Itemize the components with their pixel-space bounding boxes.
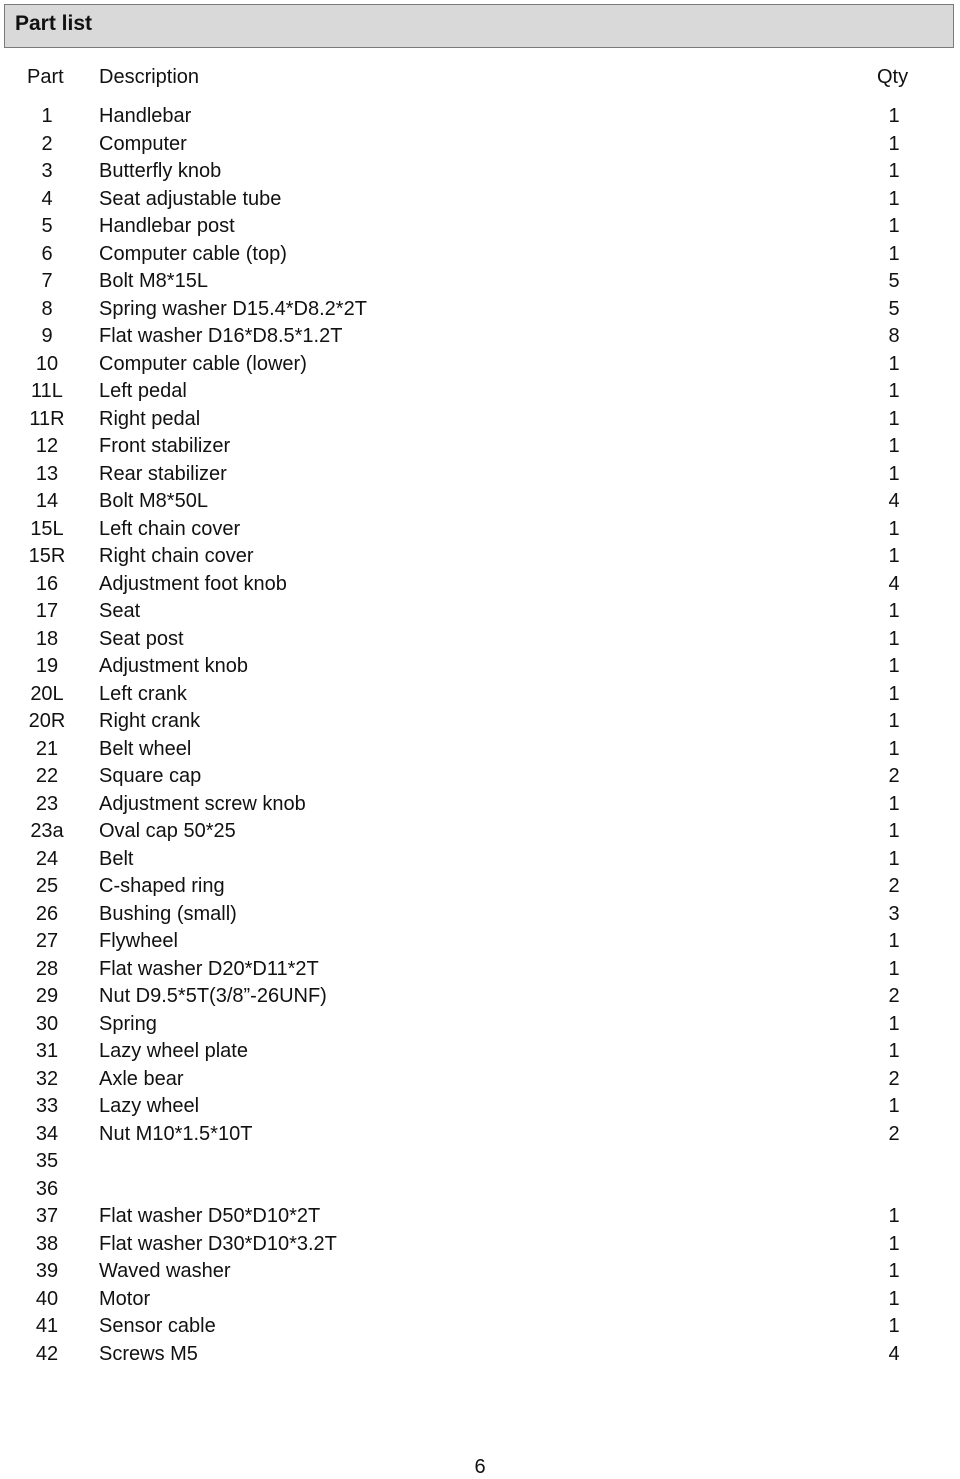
table-row	[0, 956, 960, 984]
part-qty: 1	[888, 1205, 900, 1227]
part-description: Adjustment screw knob	[99, 792, 306, 815]
part-number: 30	[35, 1012, 59, 1035]
table-row	[0, 901, 960, 929]
part-description: Nut D9.5*5T(3/8”-26UNF)	[99, 985, 327, 1007]
part-number: 29	[35, 985, 59, 1007]
table-row	[0, 1011, 960, 1039]
table-row	[0, 1066, 960, 1094]
part-number: 21	[35, 737, 59, 760]
part-description: Flat washer D20*D11*2T	[99, 957, 319, 980]
part-description: Lazy wheel	[99, 1095, 200, 1117]
part-qty: 1	[888, 1315, 900, 1337]
part-number: 9	[41, 325, 53, 347]
part-qty: 1	[888, 737, 900, 760]
part-qty: 1	[888, 1012, 900, 1035]
part-number: 13	[35, 462, 59, 485]
part-description: Flywheel	[99, 930, 178, 952]
part-description: Oval cap 50*25	[99, 820, 236, 842]
table-row	[0, 516, 960, 544]
part-description: Butterfly knob	[99, 160, 222, 182]
part-qty: 1	[888, 352, 900, 375]
part-number: 2	[41, 132, 53, 155]
table-row	[0, 433, 960, 461]
part-qty: 2	[888, 1122, 900, 1145]
part-number: 25	[35, 875, 59, 897]
part-number: 17	[35, 600, 59, 622]
part-number: 11L	[31, 380, 63, 402]
part-qty: 1	[888, 792, 900, 815]
part-description: Right chain cover	[99, 545, 254, 567]
part-description: C-shaped ring	[99, 875, 225, 897]
part-qty: 1	[888, 160, 900, 182]
part-description: Spring washer D15.4*D8.2*2T	[99, 297, 367, 320]
header-qty: Qty	[877, 66, 909, 88]
part-number: 8	[41, 297, 53, 320]
part-qty: 1	[888, 1040, 900, 1062]
part-number: 14	[35, 490, 59, 512]
part-qty: 1	[888, 1260, 900, 1282]
part-number: 33	[35, 1095, 59, 1117]
table-row	[0, 103, 960, 131]
part-description: Waved washer	[99, 1260, 231, 1282]
part-qty: 1	[888, 132, 900, 155]
part-qty: 4	[888, 1342, 900, 1365]
part-qty: 1	[888, 710, 900, 732]
part-number: 27	[35, 930, 59, 952]
part-number: 23a	[30, 820, 64, 842]
part-description: Seat adjustable tube	[99, 187, 282, 210]
part-number: 42	[35, 1342, 59, 1365]
part-number: 24	[35, 847, 59, 870]
parts-list	[0, 103, 960, 1368]
part-qty: 1	[888, 847, 900, 870]
part-qty: 1	[888, 517, 900, 540]
table-row	[0, 1341, 960, 1369]
part-description: Computer cable (lower)	[99, 352, 307, 375]
part-qty: 1	[888, 1095, 900, 1117]
part-description: Seat	[99, 600, 141, 622]
table-row	[0, 351, 960, 379]
part-number: 6	[41, 242, 53, 265]
part-qty: 1	[888, 435, 900, 457]
part-qty: 1	[888, 1232, 900, 1255]
part-description: Right pedal	[99, 407, 201, 430]
table-row	[0, 736, 960, 764]
part-qty: 4	[888, 572, 900, 595]
part-number: 22	[35, 765, 59, 787]
table-row	[0, 1121, 960, 1149]
table-row	[0, 681, 960, 709]
table-row	[0, 406, 960, 434]
table-row	[0, 1231, 960, 1259]
part-number: 41	[35, 1315, 59, 1337]
table-row	[0, 543, 960, 571]
table-row	[0, 378, 960, 406]
part-number: 15L	[30, 517, 64, 540]
part-number: 40	[35, 1287, 59, 1310]
table-row	[0, 571, 960, 599]
part-number: 1	[41, 105, 53, 127]
part-number: 31	[35, 1040, 59, 1062]
part-number: 19	[35, 655, 59, 677]
table-row	[0, 1093, 960, 1121]
part-number: 36	[35, 1177, 59, 1200]
part-qty: 1	[888, 682, 900, 705]
part-qty: 5	[888, 297, 900, 320]
part-qty: 1	[888, 462, 900, 485]
table-header	[0, 63, 960, 91]
table-row	[0, 1148, 960, 1176]
part-description: Adjustment knob	[99, 655, 248, 677]
table-row	[0, 241, 960, 269]
part-description: Rear stabilizer	[99, 462, 227, 485]
part-number: 11R	[29, 407, 65, 430]
part-description: Adjustment foot knob	[99, 572, 287, 595]
table-row	[0, 626, 960, 654]
table-row	[0, 186, 960, 214]
part-description: Handlebar post	[99, 215, 235, 237]
part-qty: 1	[888, 380, 900, 402]
table-row	[0, 323, 960, 351]
part-description: Flat washer D30*D10*3.2T	[99, 1232, 337, 1255]
part-description: Front stabilizer	[99, 435, 231, 457]
table-row	[0, 1203, 960, 1231]
part-qty: 1	[888, 655, 900, 677]
part-qty: 5	[888, 270, 900, 292]
part-description: Left chain cover	[99, 517, 241, 540]
table-row	[0, 461, 960, 489]
table-row	[0, 1176, 960, 1204]
part-description: Left pedal	[99, 380, 187, 402]
part-description: Right crank	[99, 710, 201, 732]
part-description: Lazy wheel plate	[99, 1040, 248, 1062]
table-row	[0, 763, 960, 791]
part-qty: 4	[888, 490, 900, 512]
part-qty: 1	[888, 215, 900, 237]
part-description: Left crank	[99, 682, 187, 705]
part-description: Belt wheel	[99, 737, 192, 760]
part-number: 34	[35, 1122, 59, 1145]
part-number: 37	[35, 1205, 59, 1227]
header-part: Part	[27, 66, 64, 88]
part-description: Computer	[99, 132, 187, 155]
table-row	[0, 928, 960, 956]
part-number: 4	[41, 187, 53, 210]
part-number: 28	[35, 957, 59, 980]
part-description: Square cap	[99, 765, 202, 787]
table-row	[0, 791, 960, 819]
part-description: Nut M10*1.5*10T	[99, 1122, 253, 1145]
part-qty: 3	[888, 902, 900, 925]
part-qty: 1	[888, 187, 900, 210]
table-row	[0, 846, 960, 874]
part-description: Axle bear	[99, 1067, 184, 1090]
table-row	[0, 158, 960, 186]
page-number: 6	[474, 1456, 486, 1478]
table-row	[0, 598, 960, 626]
part-description: Computer cable (top)	[99, 242, 287, 265]
table-row	[0, 653, 960, 681]
part-description: Bolt M8*50L	[99, 490, 208, 512]
part-qty: 1	[888, 1287, 900, 1310]
part-qty: 1	[888, 627, 900, 650]
table-row	[0, 873, 960, 901]
part-qty: 2	[888, 985, 900, 1007]
table-row	[0, 1313, 960, 1341]
table-row	[0, 488, 960, 516]
part-description: Spring	[99, 1012, 157, 1035]
part-number: 7	[41, 270, 53, 292]
table-row	[0, 1258, 960, 1286]
table-row	[0, 708, 960, 736]
part-qty: 8	[888, 325, 900, 347]
part-description: Handlebar	[99, 105, 192, 127]
part-qty: 1	[888, 407, 900, 430]
part-qty: 2	[888, 1067, 900, 1090]
part-qty: 1	[888, 545, 900, 567]
part-qty: 2	[888, 765, 900, 787]
table-row	[0, 1038, 960, 1066]
table-row	[0, 983, 960, 1011]
part-qty: 1	[888, 242, 900, 265]
part-description: Screws M5	[99, 1342, 198, 1365]
table-row	[0, 296, 960, 324]
table-row	[0, 1286, 960, 1314]
part-number: 26	[35, 902, 59, 925]
part-description: Bolt M8*15L	[99, 270, 208, 292]
part-number: 10	[35, 352, 59, 375]
part-qty: 1	[888, 820, 900, 842]
part-number: 12	[35, 435, 59, 457]
part-description: Seat post	[99, 627, 184, 650]
part-number: 18	[35, 627, 59, 650]
table-row	[0, 131, 960, 159]
table-row	[0, 818, 960, 846]
part-number: 16	[35, 572, 59, 595]
part-number: 23	[35, 792, 59, 815]
part-number: 3	[41, 160, 53, 182]
part-qty: 1	[888, 930, 900, 952]
part-number: 20L	[30, 682, 64, 705]
part-number: 38	[35, 1232, 59, 1255]
title-bar	[4, 4, 954, 48]
table-row	[0, 213, 960, 241]
part-description: Sensor cable	[99, 1315, 216, 1337]
part-qty: 1	[888, 957, 900, 980]
page-title: Part list	[15, 12, 93, 35]
part-description: Belt	[99, 847, 134, 870]
part-number: 15R	[28, 545, 66, 567]
part-qty: 2	[888, 875, 900, 897]
table-row	[0, 268, 960, 296]
header-description: Description	[99, 66, 200, 88]
part-number: 20R	[28, 710, 66, 732]
part-description: Flat washer D16*D8.5*1.2T	[99, 325, 343, 347]
part-number: 32	[35, 1067, 59, 1090]
part-description: Motor	[99, 1287, 151, 1310]
part-description: Flat washer D50*D10*2T	[99, 1205, 321, 1227]
part-qty: 1	[888, 105, 900, 127]
part-number: 35	[35, 1150, 59, 1172]
part-number: 39	[35, 1260, 59, 1282]
part-qty: 1	[888, 600, 900, 622]
part-number: 5	[41, 215, 53, 237]
part-description: Bushing (small)	[99, 902, 237, 925]
